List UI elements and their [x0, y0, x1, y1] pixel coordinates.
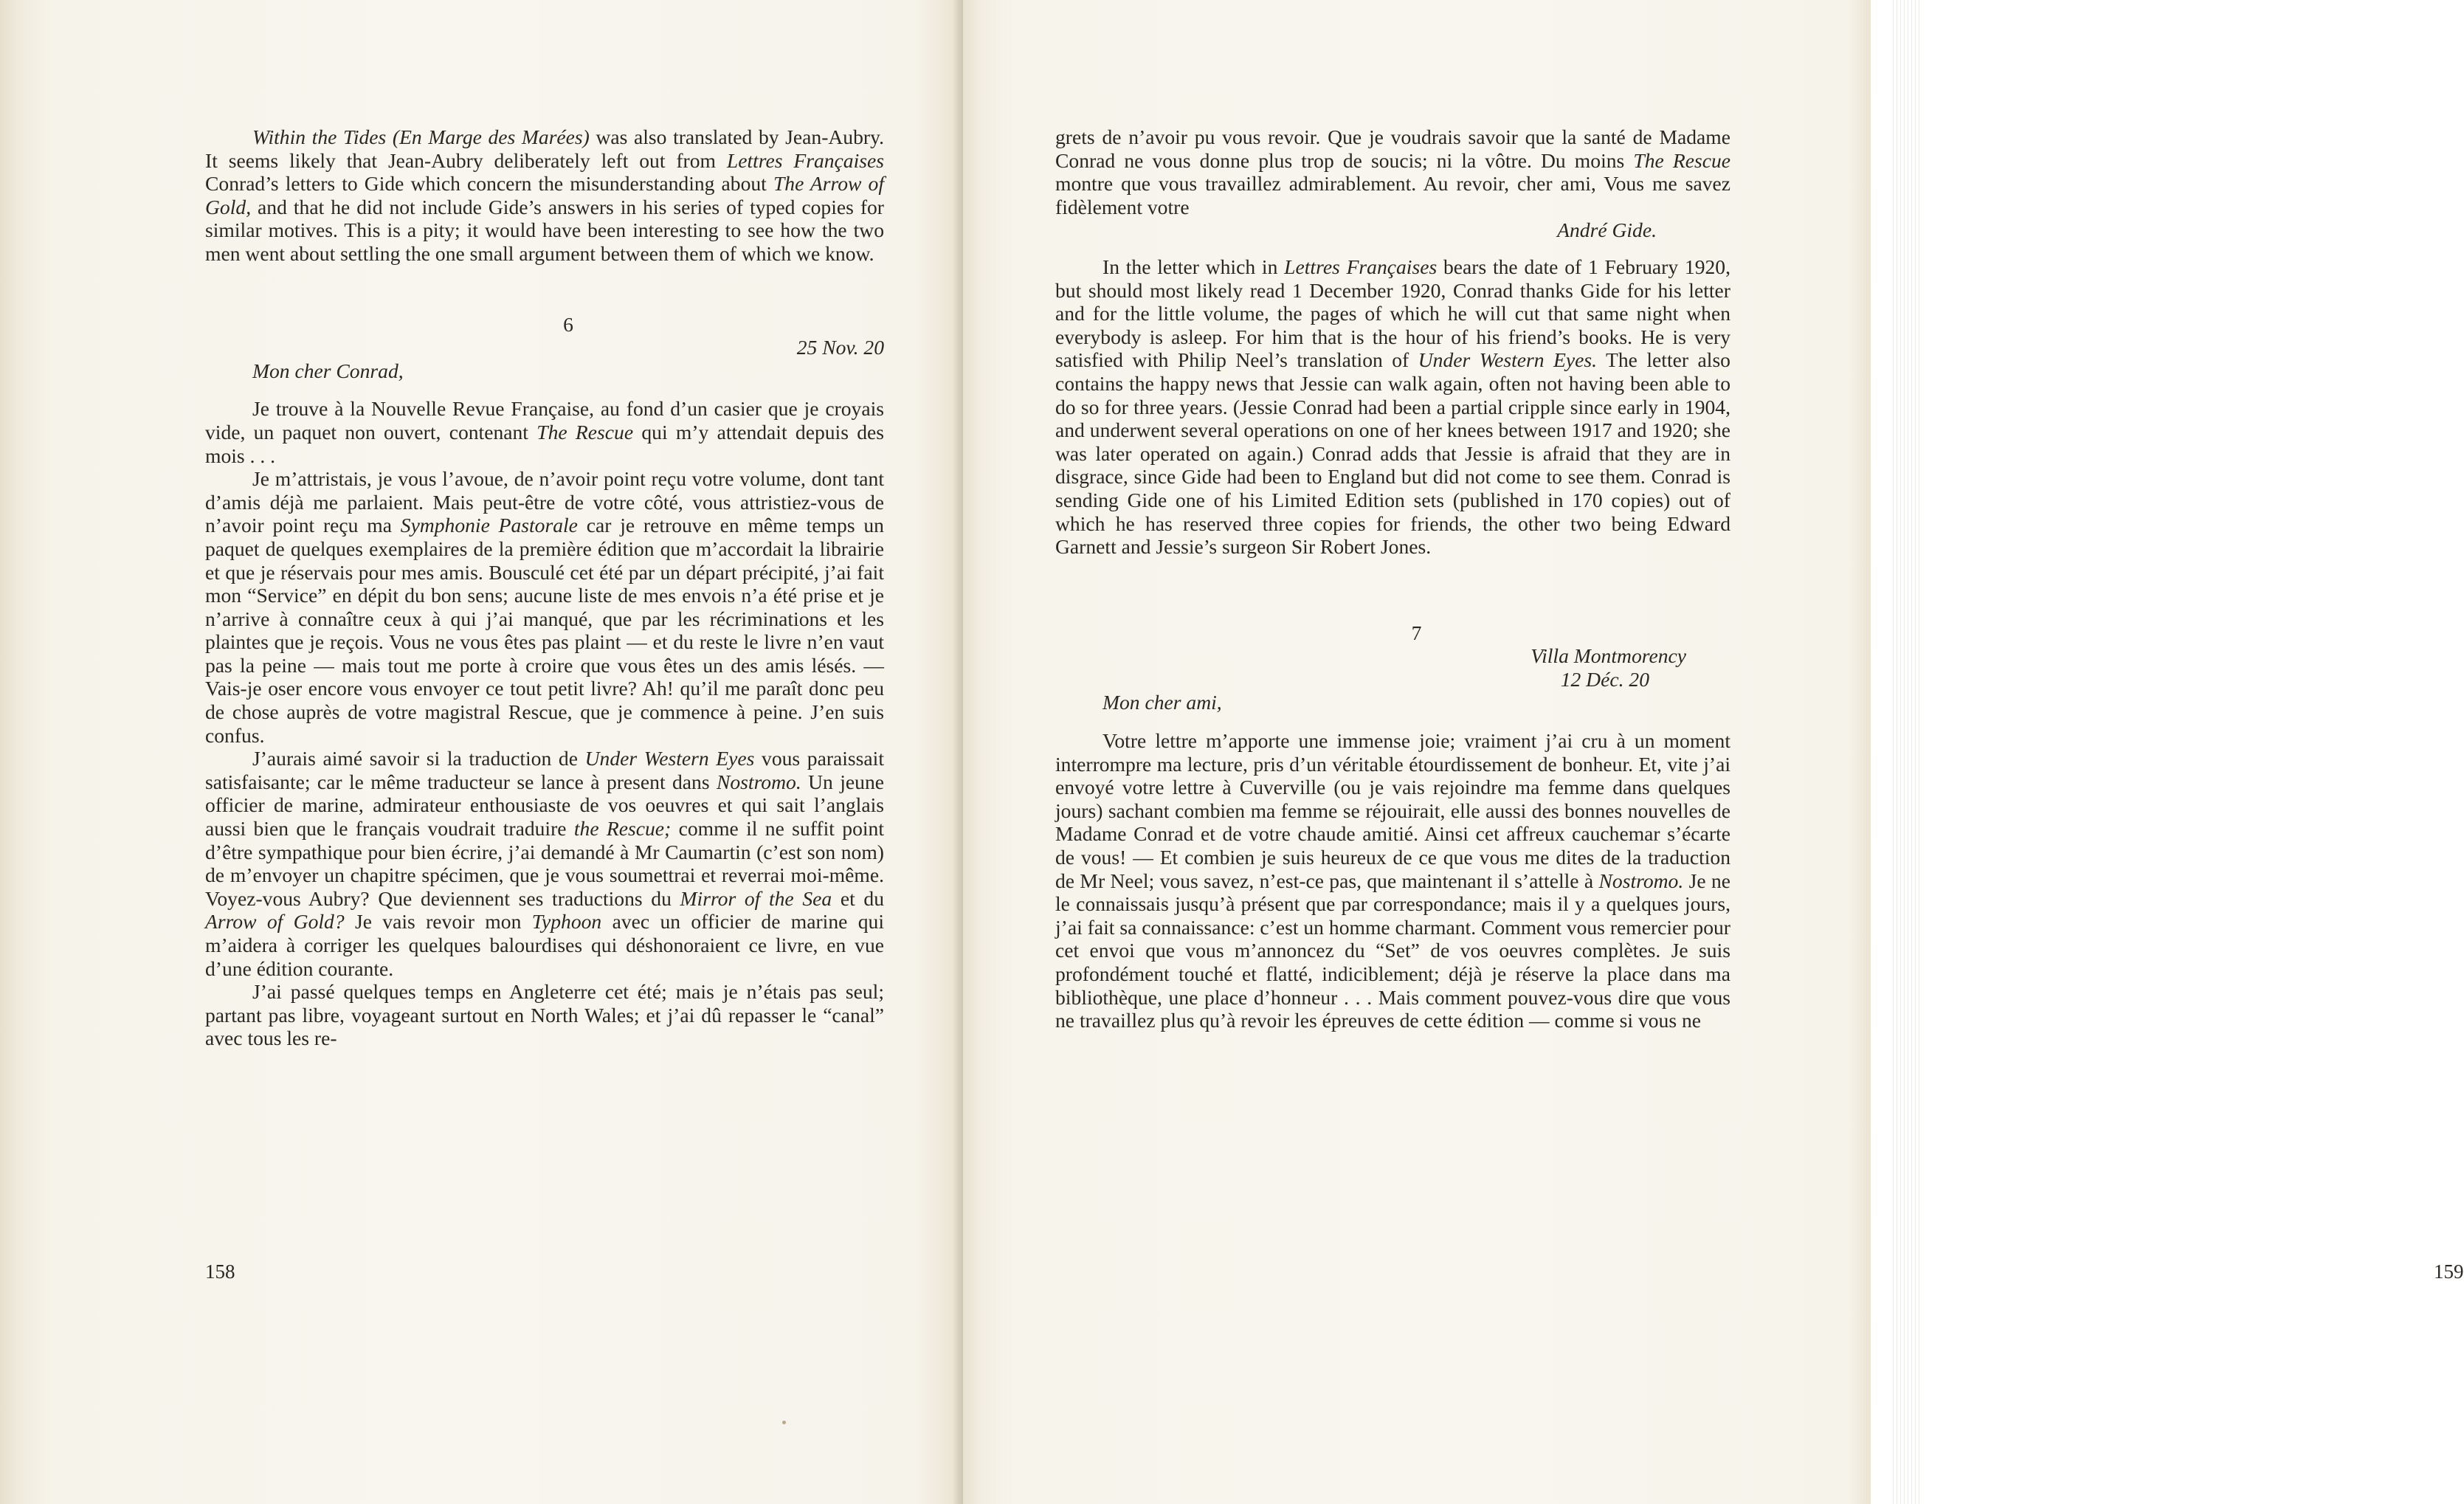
text-run: avec un officier de marine qui m’aidera à corriger les quelques balourdises qui déshonoraient ce livre, en vue d’une édition courante. [205, 910, 884, 980]
letter-place: Villa Montmorency [1530, 644, 1686, 668]
letter-number: 7 [1411, 621, 1422, 644]
text-run: Je ne le connaissais jusqu’à présent que par correspondance; mais il y a quelques jours, j’ai fait sa connaissance: c’est un homme charmant. Comment vous remercier pour cet envoi que vous m’annoncez du “Set” de vos oeuvres complètes. Je suis profondément touché et flatté, indiciblement; déjà je réserve la place dans ma bibliothèque, une place d’honneur . . . Mais comment pouvez-vous dire que vous ne travaillez plus qu’à revoir les épreuves de cette édition — comme si vous ne [1055, 869, 1730, 1032]
text-run: In the letter which in [1102, 255, 1285, 278]
letter-body-paragraph [1055, 729, 1730, 1032]
italic-text-run: the Rescue; [573, 817, 672, 841]
page-edge [1871, 0, 1919, 1504]
text-run: Je m’attristais, je vous l’avoue, de n’avoir point reçu votre volume, dont tant d’amis déjà me parlaient. Mais peut-être de votre côté, vous attristiez-vous de n’avoir point reçu ma [205, 467, 884, 537]
letter-paragraph [205, 747, 884, 980]
letter-salutation: Mon cher ami, [1102, 691, 1222, 714]
text-run: qui m’y attendait depuis des mois . . . [205, 420, 884, 467]
letter-date: 12 Déc. 20 [1560, 667, 1649, 691]
italic-text-run: Under Western Eyes [584, 747, 755, 770]
text-run: car je retrouve en même temps un paquet de quelques exemplaires de la première édition que m’accordait la librairie et que je réservais pour mes amis. Bousculé cet été par un départ précipité, j’ai fait mon “Service” en dépit du bon sens; aucune liste de mes envois n’a été prise et je n’arrive à connaître ceux à qui j’ai manqué, que par les récriminations et les plaintes que je reçois. Vous ne vous êtes pas plaint — et du reste le livre n’en vaut pas la peine — mais tout me porte à croire que vous êtes un des amis lésés. — Vais-je oser encore vous envoyer ce tout petit livre? Ah! qu’il me paraît donc peu de chose auprès de votre magistral Rescue, que je commence à peine. J’en suis confus. [205, 514, 884, 747]
letter-continuation [1055, 125, 1730, 218]
italic-text-run: Arrow of Gold? [205, 910, 345, 934]
letter-date: 25 Nov. 20 [796, 336, 884, 359]
text-run: J’ai passé quelques temps en Angleterre cet été; mais je n’étais pas seul; partant pas libre, voyageant surtout en North Wales; et j’ai dû repasser le “canal” avec tous les re- [205, 980, 884, 1050]
page-number: 158 [205, 1260, 235, 1283]
text-run: et du [832, 886, 884, 910]
text-run: Votre lettre m’apporte une immense joie; vraiment j’ai cru à un moment interrompre ma lecture, pris d’un véritable étourdissement de bonheur. Et, vite j’ai envoyé votre lettre à Cuverville (ou je vais rejoindre ma femme dans quelques jours) sachant combien ma femme se réjouirait, elle aussi des bonnes nouvelles de Madame Conrad et de votre chaude amitié. Ainsi cet affreux cauchemar s’écarte de vous! — Et combien je suis heureux de ce que vous me dites de la traduction de Mr Neel; vous savez, n’est-ce pas, que maintenant il s’attelle à [1055, 729, 1730, 892]
italic-text-run: Nostromo. [716, 770, 801, 793]
text-run: bears the date of 1 February 1920, but should most likely read 1 December 1920, Conrad thanks Gide for his letter and for the little volume, the pages of which he will cut that same night when everybody is asleep. For him that is the hour of his friend’s books. He is very satisfied with Philip Neel’s translation of [1055, 255, 1731, 372]
italic-text-run: Lettres Françaises [726, 148, 884, 172]
italic-text-run: The Arrow of Gold, [205, 172, 884, 218]
page-number: 159 [2434, 1260, 2464, 1283]
left-page [0, 0, 963, 1504]
right-page [963, 0, 2464, 1504]
text-run: Conrad’s letters to Gide which concern the misunderstanding about [205, 172, 773, 196]
italic-text-run: Within the Tides (En Marge des Marées) [252, 125, 590, 148]
letter-signature: André Gide. [1557, 218, 1657, 242]
text-run: Je trouve à la Nouvelle Revue Française, au fond d’un casier que je croyais vide, un paquet non ouvert, contenant [205, 397, 884, 444]
italic-text-run: The Rescue [1633, 148, 1730, 172]
paper-speck [782, 1421, 786, 1424]
right-text-column [1055, 125, 1730, 1032]
letter-body [205, 397, 884, 1050]
letter-paragraph [205, 467, 884, 747]
text-run: montre que vous travaillez admirablement. Au revoir, cher ami, Vous me savez fidèlement votre [1055, 172, 1730, 218]
letter-paragraph [205, 397, 884, 467]
letter-salutation: Mon cher Conrad, [252, 359, 404, 382]
text-run: vous paraissait satisfaisante; car le même traducteur se lance à present dans [205, 747, 884, 793]
text-run: was also translated by Jean-Aubry. It seems likely that Jean-Aubry deliberately left out from [205, 125, 884, 172]
italic-text-run: Lettres Françaises [1284, 255, 1438, 278]
italic-text-run: Mirror of the Sea [680, 886, 832, 910]
text-run: Je vais revoir mon [344, 910, 532, 934]
text-run: grets de n’avoir pu vous revoir. Que je voudrais savoir que la santé de Madame Conrad ne vous donne plus trop de soucis; ni la vôtre. Du moins [1055, 125, 1730, 172]
italic-text-run: Typhoon [531, 910, 602, 934]
text-run: and that he did not include Gide’s answers in his series of typed copies for similar motives. This is a pity; it would have been interesting to see how the two men went about settling the one small argument between them of which we know. [205, 195, 884, 265]
text-run: J’aurais aimé savoir si la traduction de [252, 747, 585, 770]
letter-paragraph [205, 980, 884, 1050]
italic-text-run: Symphonie Pastorale [400, 514, 578, 537]
italic-text-run: Nostromo. [1598, 869, 1684, 892]
text-run: Un jeune officier de marine, admirateur enthousiaste de vos oeuvres et qui sait l’anglais aussi bien que le français voudrait traduire [205, 770, 884, 841]
intro-paragraph [205, 125, 884, 266]
italic-text-run: The Rescue [536, 420, 634, 444]
text-run: comme il ne suffit point d’être sympathique pour bien écrire, j’ai demandé à Mr Caumartin (c’est son nom) de m’envoyer un chapitre spécimen, que je vous soumettrai et reverrai moi-même. Voyez-vous Aubry? Que deviennent ses traductions du [205, 817, 884, 910]
letter-number: 6 [563, 312, 573, 336]
italic-text-run: Under Western Eyes. [1418, 348, 1598, 372]
left-text-column [205, 125, 884, 1050]
text-run: The letter also contains the happy news that Jessie can walk again, often not having been able to do so for three years. (Jessie Conrad had been a partial cripple since early in 1904, and underwent several operations on one of her knees between 1917 and 1920; she was later operated on again.) Conrad adds that Jessie is afraid that they are in disgrace, since Gide had been to England but did not come to see them. Conrad is sending Gide one of his Limited Edition sets (published in 170 copies) out of which he has reserved three copies for friends, the other two being Edward Garnett and Jessie’s surgeon Sir Robert Jones. [1055, 348, 1730, 559]
commentary-paragraph [1055, 255, 1730, 559]
